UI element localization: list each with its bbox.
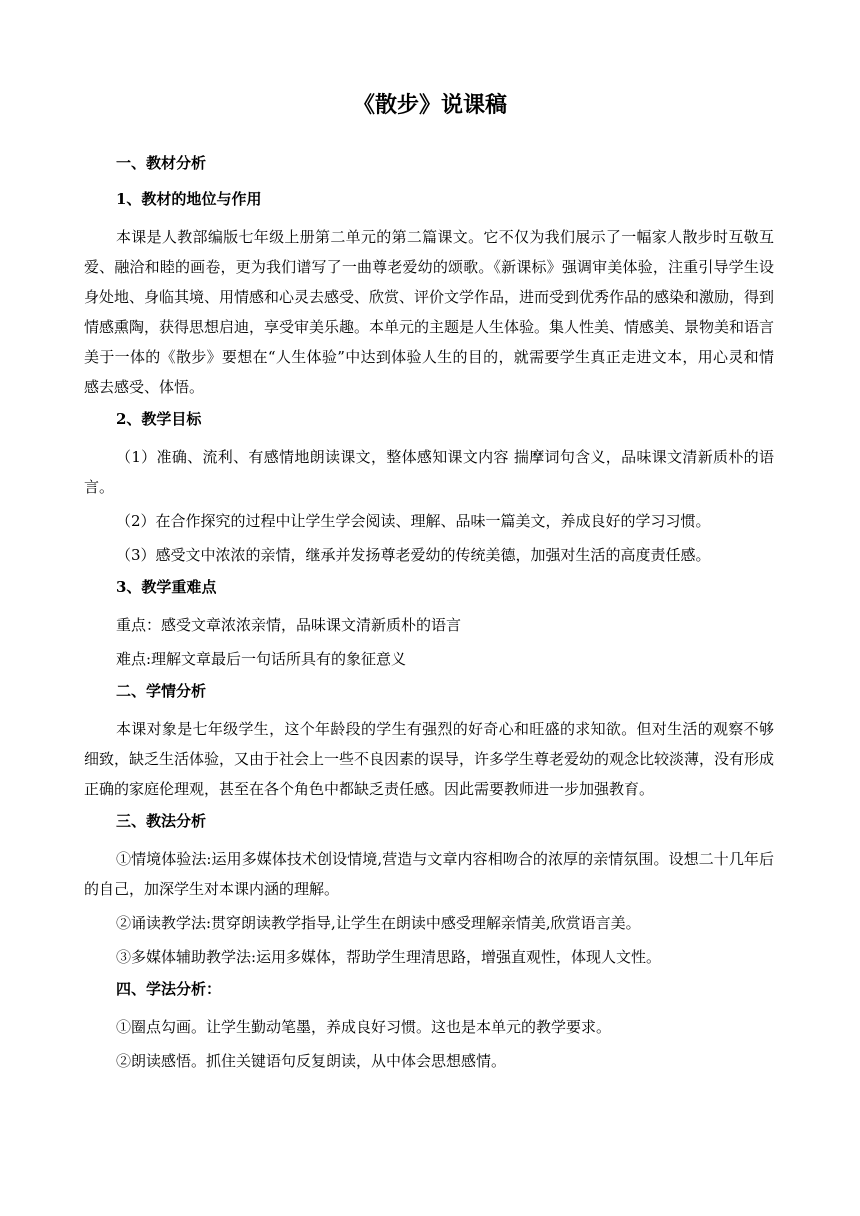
paragraph: （3）感受文中浓浓的亲情，继承并发扬尊老爱幼的传统美德，加强对生活的高度责任感。 (116, 546, 711, 564)
paragraph: ①情境体验法:运用多媒体技术创设情境,营造与文章内容相吻合的浓厚的亲情氛围。设想二十几年后的自己，加深学生对本课内涵的理解。 (84, 850, 774, 898)
paragraph: 难点:理解文章最后一句话所具有的象征意义 (116, 650, 407, 668)
section-heading: 三、教法分析 (116, 812, 207, 830)
section-heading: 一、教材分析 (116, 154, 207, 172)
paragraph: ①圈点勾画。让学生勤动笔墨，养成良好习惯。这也是本单元的教学要求。 (116, 1018, 612, 1036)
paragraph: （2）在合作探究的过程中让学生学会阅读、理解、品味一篇美文，养成良好的学习习惯。 (116, 512, 711, 530)
section-heading: 四、学法分析： (116, 980, 222, 998)
paragraph: （1）准确、流利、有感情地朗读课文，整体感知课文内容 揣摩词句含义，品味课文清新质朴的语言。 (84, 448, 774, 496)
section-heading: 2、教学目标 (116, 410, 202, 428)
paragraph: 重点：感受文章浓浓亲情，品味课文清新质朴的语言 (116, 616, 462, 634)
paragraph: ②朗读感悟。抓住关键语句反复朗读，从中体会思想感情。 (116, 1052, 507, 1070)
document-title: 《散步》说课稿 (352, 92, 507, 118)
document-body (84, 150, 774, 1080)
section-heading: 1、教材的地位与作用 (116, 190, 262, 208)
section-heading: 二、学情分析 (116, 682, 207, 700)
paragraph: ③多媒体辅助教学法:运用多媒体，帮助学生理清思路，增强直观性，体现人文性。 (116, 948, 662, 966)
paragraph: 本课对象是七年级学生，这个年龄段的学生有强烈的好奇心和旺盛的求知欲。但对生活的观察不够细致，缺乏生活体验，又由于社会上一些不良因素的误导，许多学生尊老爱幼的观念比较淡薄，没有形成正确的家庭伦理观，甚至在各个角色中都缺乏责任感。因此需要教师进一步加强教育。 (84, 720, 775, 798)
section-heading: 3、教学重难点 (116, 578, 217, 596)
paragraph: 本课是人教部编版七年级上册第二单元的第二篇课文。它不仅为我们展示了一幅家人散步时互敬互爱、融洽和睦的画卷，更为我们谱写了一曲尊老爱幼的颂歌。《新课标》强调审美体验，注重引导学生设身处地、身临其境、用情感和心灵去感受、欣赏、评价文学作品，进而受到优秀作品的感染和激励，得到情感熏陶，获得思想启迪，享受审美乐趣。本单元的主题是人生体验。集人性美、情感美、景物美和语言美于一体的《散步》要想在“人生体验”中达到体验人生的目的，就需要学生真正走进文本，用心灵和情感去感受、体悟。 (84, 228, 775, 396)
paragraph: ②诵读教学法:贯穿朗读教学指导,让学生在朗读中感受理解亲情美,欣赏语言美。 (116, 914, 641, 932)
